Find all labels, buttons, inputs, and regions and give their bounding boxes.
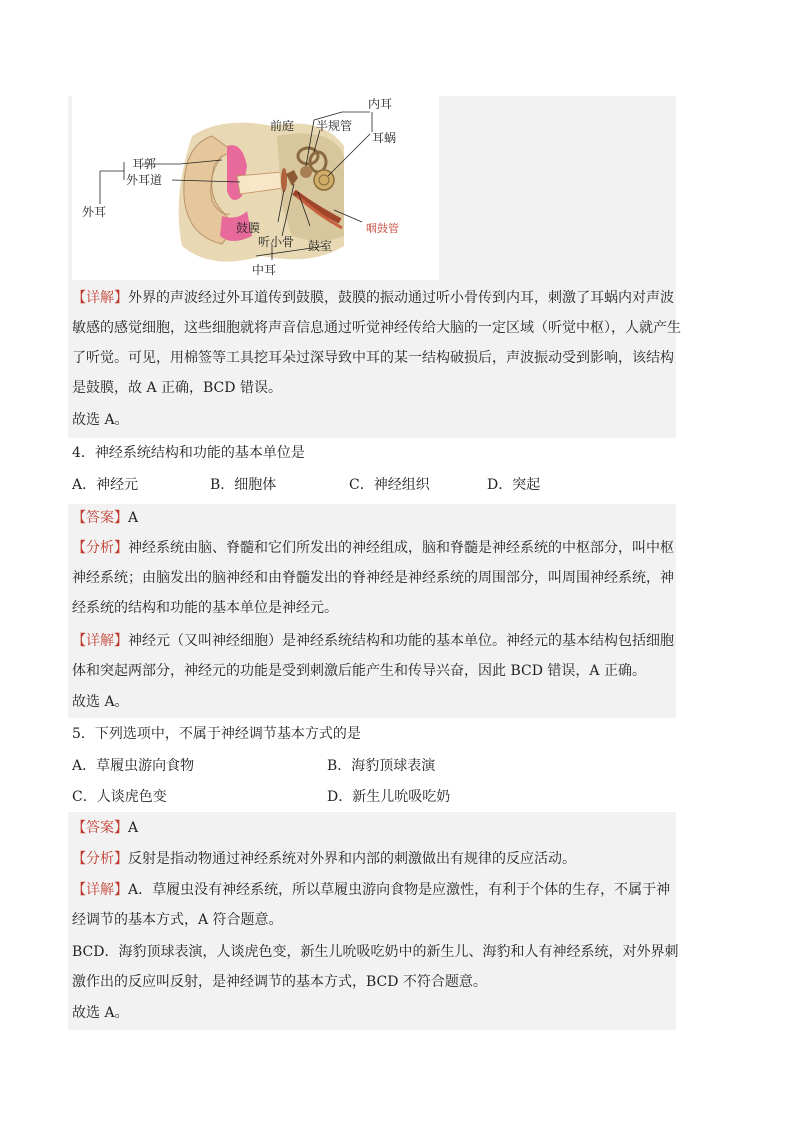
q4-analysis-text: 神经系统由脑、脊髓和它们所发出的神经组成，脑和脊髓是神经系统的中枢部分，叫中枢 (128, 540, 674, 556)
label-outer-ear: 外耳 (82, 205, 107, 219)
q5-option-c: C．人谈虎色变 (72, 789, 167, 805)
q4-detail-text: 神经元（又叫神经细胞）是神经系统结构和功能的基本单位。神经元的基本结构包括细胞 (128, 633, 674, 649)
q3-detail-line-4: 是鼓膜，故 A 正确，BCD 错误。 (72, 380, 282, 396)
label-semicircular-canal: 半规管 (316, 119, 353, 133)
q3-detail-line-2: 敏感的感觉细胞，这些细胞就将声音信息通过听觉神经传给大脑的一定区域（听觉中枢），人就产生 (72, 320, 681, 336)
label-eustachian-tube: 咽鼓管 (366, 222, 399, 235)
ear-anatomy-figure (72, 96, 439, 280)
q4-detail-line-2: 体和突起两部分，神经元的功能是受到刺激后能产生和传导兴奋，因此 BCD 错误，A 正确。 (72, 663, 646, 679)
q4-analysis-tag: 【分析】 (72, 540, 128, 556)
label-ear-canal: 外耳道 (126, 173, 163, 187)
label-vestibule: 前庭 (270, 119, 295, 133)
q5-detail-tag: 【详解】 (72, 882, 128, 898)
q5-detail-line-4: 激作出的反应叫反射，是神经调节的基本方式，BCD 不符合题意。 (72, 974, 487, 990)
q4-option-c: C．神经组织 (349, 477, 430, 493)
q3-detail-text: 外界的声波经过外耳道传到鼓膜，鼓膜的振动通过听小骨传到内耳，刺激了耳蜗内对声波 (128, 290, 674, 306)
q5-detail-line-2: 经调节的基本方式，A 符合题意。 (72, 912, 283, 928)
q5-detail-line-3: BCD．海豹顶球表演，人谈虎色变，新生儿吮吸吃奶中的新生儿、海豹和人有神经系统，对外界刺 (72, 944, 679, 960)
q4-detail-line-1 (72, 631, 674, 651)
q5-answer-tag: 【答案】 (72, 820, 128, 836)
label-auricle: 耳郭 (132, 157, 157, 171)
label-cochlea: 耳蜗 (372, 131, 397, 145)
q4-option-b: B．细胞体 (210, 477, 277, 493)
q4-answer-value: A (128, 510, 139, 526)
label-eardrum: 鼓膜 (236, 221, 261, 235)
q4-analysis-line-1 (72, 538, 674, 558)
q4-analysis-line-2: 神经系统；由脑发出的脑神经和由脊髓发出的脊神经是神经系统的周围部分，叫周围神经系统，神 (72, 570, 674, 586)
q5-conclusion: 故选 A。 (72, 1005, 129, 1021)
q3-detail-line-1 (72, 288, 674, 308)
q4-analysis-line-3: 经系统的结构和功能的基本单位是神经元。 (72, 600, 338, 616)
q5-detail-text: A．草履虫没有神经系统，所以草履虫游向食物是应激性，有利于个体的生存，不属于神 (128, 882, 671, 898)
q4-answer-tag: 【答案】 (72, 510, 128, 526)
label-inner-ear: 内耳 (368, 97, 393, 111)
q5-analysis (72, 849, 576, 869)
q4-conclusion: 故选 A。 (72, 694, 129, 710)
q3-detail-tag: 【详解】 (72, 290, 128, 306)
q3-conclusion: 故选 A。 (72, 412, 129, 428)
q5-analysis-tag: 【分析】 (72, 851, 128, 867)
q4-option-d: D．突起 (487, 477, 541, 493)
q5-option-d: D．新生儿吮吸吃奶 (327, 789, 451, 805)
q4-answer (72, 508, 138, 528)
label-tympanic-cavity: 鼓室 (308, 239, 333, 253)
q5-analysis-text: 反射是指动物通过神经系统对外界和内部的刺激做出有规律的反应活动。 (128, 851, 576, 867)
q5-stem: 5．下列选项中，不属于神经调节基本方式的是 (72, 726, 361, 742)
ear-diagram (72, 96, 439, 280)
q5-detail-line-1 (72, 880, 670, 900)
q5-option-b: B．海豹顶球表演 (327, 758, 436, 774)
q5-option-a: A．草履虫游向食物 (72, 758, 195, 774)
label-middle-ear: 中耳 (252, 263, 277, 277)
q3-detail-line-3: 了听觉。可见，用棉签等工具挖耳朵过深导致中耳的某一结构破损后，声波振动受到影响，该结构 (72, 350, 674, 366)
q4-option-a: A．神经元 (72, 477, 139, 493)
q5-answer (72, 818, 138, 838)
q4-detail-tag: 【详解】 (72, 633, 128, 649)
q4-stem: 4．神经系统结构和功能的基本单位是 (72, 445, 305, 461)
label-ossicles: 听小骨 (258, 235, 295, 249)
q5-answer-value: A (128, 820, 139, 836)
